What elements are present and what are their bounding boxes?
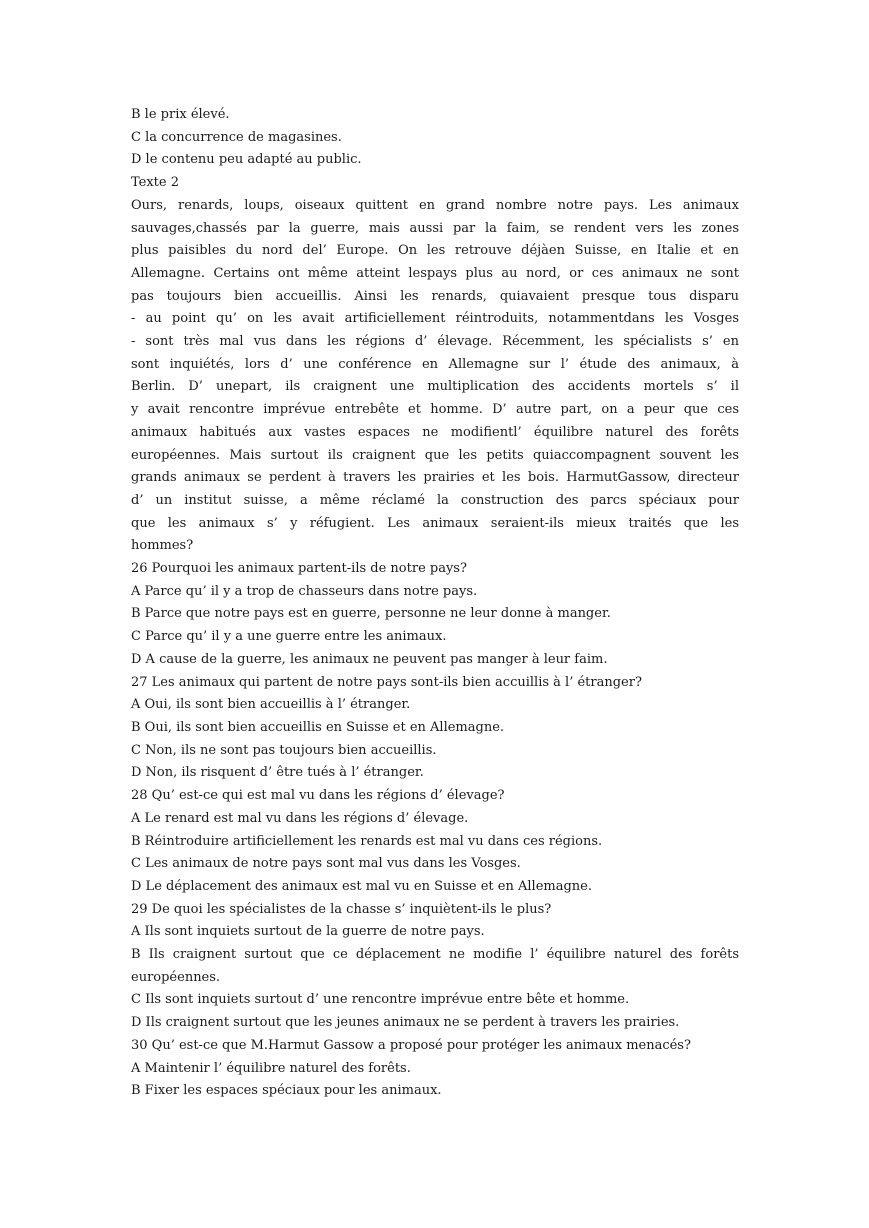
document-page	[131, 104, 739, 1103]
passage-line: sont inquiétés, lors d’ une conférence en Allemagne sur l’ étude des animaux, à	[131, 356, 739, 372]
passage-line: européennes. Mais surtout ils craignent que les petits quiaccompagnent souvent les	[131, 447, 739, 463]
question-text: 29 De quoi les spécialistes de la chasse s’ inquiètent-ils le plus?	[131, 901, 552, 917]
passage-line: Allemagne. Certains ont même atteint lespays plus au nord, or ces animaux ne sont	[131, 265, 739, 281]
option-b: B Oui, ils sont bien accueillis en Suisse et en Allemagne.	[131, 719, 505, 735]
question-28	[131, 785, 739, 899]
option-a: A Maintenir l’ équilibre naturel des forêts.	[131, 1060, 411, 1076]
option-d: D Ils craignent surtout que les jeunes animaux ne se perdent à travers les prairies.	[131, 1015, 680, 1031]
option-b: B Fixer les espaces spéciaux pour les animaux.	[131, 1083, 442, 1099]
question-29	[131, 899, 739, 1035]
option-c-prev: C la concurrence de magasines.	[131, 129, 342, 145]
question-text: 27 Les animaux qui partent de notre pays sont-ils bien accuillis à l’ étranger?	[131, 674, 642, 690]
passage-line: d’ un institut suisse, a même réclamé la construction des parcs spéciaux pour	[131, 492, 739, 508]
option-d: D Non, ils risquent d’ être tués à l’ étranger.	[131, 765, 424, 781]
passage-line: que les animaux s’ y réfugient. Les animaux seraient-ils mieux traités que les	[131, 515, 739, 531]
passage	[131, 195, 739, 558]
question-30	[131, 1035, 739, 1103]
question-text: 28 Qu’ est-ce qui est mal vu dans les régions d’ élevage?	[131, 788, 505, 804]
option-a: A Le renard est mal vu dans les régions d’ élevage.	[131, 810, 469, 826]
question-text: 26 Pourquoi les animaux partent-ils de notre pays?	[131, 561, 467, 577]
option-b-prev: B le prix élevé.	[131, 107, 230, 122]
option-b: B Parce que notre pays est en guerre, personne ne leur donne à manger.	[131, 606, 611, 622]
option-d-prev: D le contenu peu adapté au public.	[131, 152, 362, 168]
passage-line: y avait rencontre imprévue entrebête et homme. D’ autre part, on a peur que ces	[131, 402, 739, 418]
passage-line: plus paisibles du nord del’ Europe. On les retrouve déjàen Suisse, en Italie et en	[131, 243, 739, 259]
passage-line: Berlin. D’ unepart, ils craignent une multiplication des accidents mortels s’ il	[131, 379, 739, 395]
texte-title: Texte 2	[131, 175, 180, 191]
option-c: C Les animaux de notre pays sont mal vus dans les Vosges.	[131, 856, 521, 872]
passage-line: - au point qu’ on les avait artificiellement réintroduits, notammentdans les Vosges	[131, 311, 739, 327]
option-b-continued: européennes.	[131, 969, 221, 985]
question-26	[131, 558, 739, 672]
question-text: 30 Qu’ est-ce que M.Harmut Gassow a proposé pour protéger les animaux menacés?	[131, 1037, 691, 1053]
passage-line: - sont très mal vus dans les régions d’ élevage. Récemment, les spécialists s’ en	[131, 334, 739, 350]
option-d: D A cause de la guerre, les animaux ne peuvent pas manger à leur faim.	[131, 651, 608, 667]
option-b: B Réintroduire artificiellement les renards est mal vu dans ces régions.	[131, 833, 603, 849]
option-c: C Non, ils ne sont pas toujours bien accueillis.	[131, 742, 437, 758]
option-d: D Le déplacement des animaux est mal vu en Suisse et en Allemagne.	[131, 878, 592, 894]
passage-line: Ours, renards, loups, oiseaux quittent en grand nombre notre pays. Les animaux	[131, 197, 739, 213]
passage-line: sauvages,chassés par la guerre, mais aussi par la faim, se rendent vers les zones	[131, 220, 739, 236]
option-b: B Ils craignent surtout que ce déplacement ne modifie l’ équilibre naturel des forêts	[131, 947, 739, 963]
passage-line: animaux habitués aux vastes espaces ne modifientl’ équilibre naturel des forêts	[131, 424, 739, 440]
option-a: A Parce qu’ il y a trop de chasseurs dans notre pays.	[131, 583, 478, 599]
passage-line: hommes?	[131, 538, 194, 554]
option-c: C Parce qu’ il y a une guerre entre les animaux.	[131, 629, 447, 645]
option-a: A Oui, ils sont bien accueillis à l’ étranger.	[131, 697, 411, 713]
question-27	[131, 672, 739, 786]
option-a: A Ils sont inquiets surtout de la guerre de notre pays.	[131, 924, 485, 940]
passage-line: pas toujours bien accueillis. Ainsi les renards, quiavaient presque tous disparu	[131, 288, 739, 304]
passage-line: grands animaux se perdent à travers les prairies et les bois. HarmutGassow, directeur	[131, 470, 739, 486]
option-c: C Ils sont inquiets surtout d’ une rencontre imprévue entre bête et homme.	[131, 992, 630, 1008]
